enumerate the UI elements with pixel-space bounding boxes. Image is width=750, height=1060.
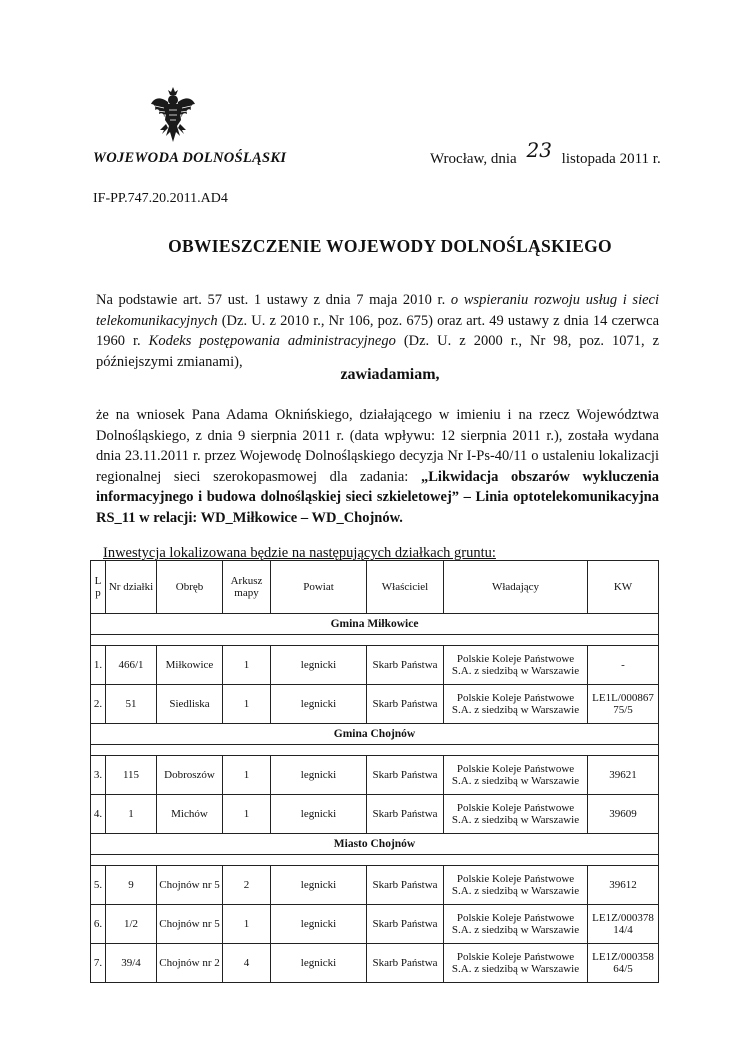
spacer-row [91,855,659,866]
parcels-table [90,560,659,983]
cell-wladajacy: Polskie Koleje Państwowe S.A. z siedzibą w Warszawie [444,795,588,834]
cell-wlasciciel: Skarb Państwa [367,944,444,983]
cell-kw: LE1L/000867 75/5 [588,685,659,724]
place-date-suffix: listopada 2011 r. [561,151,661,167]
header-lp: L p [91,561,106,614]
cell-kw: - [588,646,659,685]
group-name: Gmina Miłkowice [91,614,659,635]
cell-lp: 3. [91,756,106,795]
table-row [91,944,659,983]
table-row [91,685,659,724]
cell-nr: 466/1 [106,646,157,685]
cell-powiat: legnicki [271,756,367,795]
header-nr: Nr działki [106,561,157,614]
cell-nr: 115 [106,756,157,795]
cell-kw: LE1Z/000358 64/5 [588,944,659,983]
spacer-row [91,635,659,646]
table-row [91,795,659,834]
cell-powiat: legnicki [271,905,367,944]
cell-wlasciciel: Skarb Państwa [367,756,444,795]
cell-powiat: legnicki [271,685,367,724]
cell-obreb: Dobroszów [157,756,223,795]
p1-text-1: Na podstawie art. 57 ust. 1 ustawy z dnia 7 maja 2010 r. [96,292,451,308]
cell-arkusz: 1 [223,685,271,724]
group-row [91,614,659,635]
header-powiat: Powiat [271,561,367,614]
cell-lp: 6. [91,905,106,944]
p2-text: że na wniosek Pana Adama Oknińskiego, działającego w imieniu i na rzecz Województwa Dolnośląskiego, z dnia 9 sierpnia 2011 r. (data wpływu: 12 sierpnia 2011 r.), została wydana dnia 23.11.2011 r. przez Wojewodę Dolnośląskiego decyzja Nr I-Ps-40/11 o ustaleniu lokalizacji regionalnej sieci szerokopasmowej dla zadania: [96,407,659,485]
cell-arkusz: 1 [223,905,271,944]
cell-arkusz: 1 [223,646,271,685]
notice-heading: zawiadamiam, [340,366,440,383]
cell-lp: 5. [91,866,106,905]
cell-lp: 4. [91,795,106,834]
table-row [91,646,659,685]
header-wlasciciel: Właściciel [367,561,444,614]
cell-obreb: Michów [157,795,223,834]
p1-text-3: (Dz. U. z 2000 r., Nr 98, poz. 1071, z późniejszymi zmianami), [96,333,660,370]
cell-wladajacy: Polskie Koleje Państwowe S.A. z siedzibą w Warszawie [444,866,588,905]
table-row [91,905,659,944]
legal-basis-paragraph [96,290,659,372]
cell-lp: 7. [91,944,106,983]
p1-act-title-1: o wspieraniu rozwoju usług i sieci telekomunikacyjnych [96,292,659,329]
cell-kw: 39609 [588,795,659,834]
cell-wlasciciel: Skarb Państwa [367,646,444,685]
cell-arkusz: 1 [223,756,271,795]
header-obreb: Obręb [157,561,223,614]
cell-wlasciciel: Skarb Państwa [367,905,444,944]
cell-obreb: Miłkowice [157,646,223,685]
header-wladajacy: Władający [444,561,588,614]
cell-arkusz: 2 [223,866,271,905]
cell-obreb: Chojnów nr 2 [157,944,223,983]
decision-paragraph [96,405,659,528]
cell-wlasciciel: Skarb Państwa [367,795,444,834]
eagle-emblem-icon [150,86,196,144]
document-title: OBWIESZCZENIE WOJEWODY DOLNOŚLĄSKIEGO [168,236,612,256]
p1-text-2: (Dz. U. z 2010 r., Nr 106, poz. 675) oraz art. 49 ustawy z dnia 14 czerwca 1960 r. [96,312,659,349]
header-kw: KW [588,561,659,614]
cell-powiat: legnicki [271,866,367,905]
place-date-prefix: Wrocław, dnia [430,151,517,167]
cell-obreb: Chojnów nr 5 [157,905,223,944]
cell-wladajacy: Polskie Koleje Państwowe S.A. z siedzibą w Warszawie [444,944,588,983]
cell-wladajacy: Polskie Koleje Państwowe S.A. z siedzibą w Warszawie [444,685,588,724]
cell-wladajacy: Polskie Koleje Państwowe S.A. z siedzibą w Warszawie [444,646,588,685]
place-date [430,138,661,168]
cell-arkusz: 1 [223,795,271,834]
group-row [91,724,659,745]
cell-powiat: legnicki [271,795,367,834]
cell-nr: 51 [106,685,157,724]
table-row [91,866,659,905]
handwritten-day: 23 [526,138,552,162]
cell-kw: 39612 [588,866,659,905]
office-name: WOJEWODA DOLNOŚLĄSKI [93,150,287,166]
cell-wlasciciel: Skarb Państwa [367,685,444,724]
reference-number: IF-PP.747.20.2011.AD4 [93,191,228,206]
p1-act-title-2: Kodeks postępowania administracyjnego [148,333,396,349]
group-name: Gmina Chojnów [91,724,659,745]
cell-obreb: Chojnów nr 5 [157,866,223,905]
cell-kw: 39621 [588,756,659,795]
cell-powiat: legnicki [271,646,367,685]
table-row [91,756,659,795]
cell-wlasciciel: Skarb Państwa [367,866,444,905]
header-arkusz: Arkusz mapy [223,561,271,614]
cell-wladajacy: Polskie Koleje Państwowe S.A. z siedzibą w Warszawie [444,756,588,795]
cell-nr: 1 [106,795,157,834]
spacer-row [91,745,659,756]
group-row [91,834,659,855]
cell-kw: LE1Z/000378 14/4 [588,905,659,944]
cell-obreb: Siedliska [157,685,223,724]
cell-nr: 9 [106,866,157,905]
cell-lp: 2. [91,685,106,724]
cell-wladajacy: Polskie Koleje Państwowe S.A. z siedzibą w Warszawie [444,905,588,944]
cell-lp: 1. [91,646,106,685]
cell-arkusz: 4 [223,944,271,983]
cell-nr: 39/4 [106,944,157,983]
p2-project-name: „Likwidacja obszarów wykluczenia informacyjnego i budowa dolnośląskiej sieci szkieletowej” – Linia optotelekomunikacyjna RS_11 w relacji: WD_Miłkowice – WD_Chojnów. [96,468,659,526]
table-header-row [91,561,659,614]
group-name: Miasto Chojnów [91,834,659,855]
cell-nr: 1/2 [106,905,157,944]
cell-powiat: legnicki [271,944,367,983]
table-caption: Inwestycja lokalizowana będzie na następujących działkach gruntu: [103,545,496,561]
